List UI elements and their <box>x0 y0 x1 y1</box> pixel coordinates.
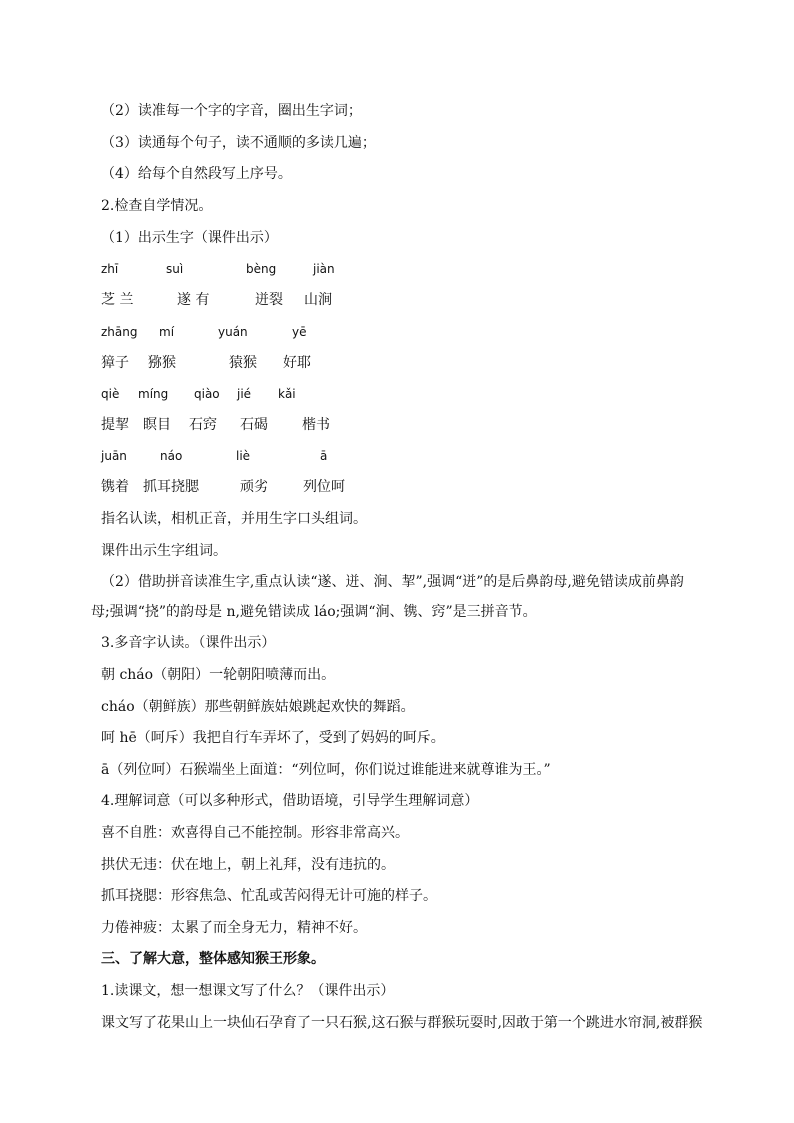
pinyin: jiàn <box>313 262 335 276</box>
text-line: 朝 cháo（朝阳）一轮朝阳喷薄而出。 <box>101 667 336 683</box>
pinyin: kǎi <box>278 387 296 401</box>
pinyin: qiè <box>101 387 120 401</box>
vocab-word: 石碣 <box>240 417 268 433</box>
pinyin: qiào <box>194 387 220 401</box>
vocab-word: 镌着 <box>101 479 129 495</box>
text-line: cháo（朝鲜族）那些朝鲜族姑娘跳起欢快的舞蹈。 <box>101 699 415 715</box>
pinyin: zhī <box>101 262 119 276</box>
pinyin: liè <box>236 449 251 463</box>
pinyin: náo <box>160 449 183 463</box>
text-line: （4）给每个自然段写上序号。 <box>101 166 292 182</box>
vocab-word: 石窍 <box>189 417 217 433</box>
text-line: ā（列位呵）石猴端坐上面道：“列位呵，你们说过谁能进来就尊谁为王。” <box>101 762 551 778</box>
vocab-word: 獐子 <box>101 355 129 371</box>
pinyin: suì <box>166 262 184 276</box>
text-line: 母;强调“挠”的韵母是 n,避免错读成 láo;强调“涧、镌、窍”是三拼音节。 <box>91 604 537 620</box>
text-line: （1）出示生字（课件出示） <box>101 230 278 246</box>
vocab-word: 瞑目 <box>143 417 171 433</box>
text-line: 课文写了花果山上一块仙石孕育了一只石猴,这石猴与群猴玩耍时,因敢于第一个跳进水帘洞,被群猴 <box>101 1015 703 1031</box>
vocab-word: 列位呵 <box>303 479 345 495</box>
text-line: 呵 hē（呵斥）我把自行车弄坏了，受到了妈妈的呵斥。 <box>101 730 445 746</box>
text-line: 拱伏无违：伏在地上，朝上礼拜，没有违抗的。 <box>101 857 395 873</box>
vocab-word: 提挈 <box>101 417 129 433</box>
text-line: （3）读通每个句子，读不通顺的多读几遍； <box>101 135 376 151</box>
vocab-word: 山涧 <box>304 292 332 308</box>
text-line: 4.理解词意（可以多种形式，借助语境，引导学生理解词意） <box>101 793 479 809</box>
text-line: 指名认读，相机正音，并用生字口头组词。 <box>101 511 367 527</box>
pinyin: yuán <box>218 325 248 339</box>
text-line: （2）读准每一个字的字音，圈出生字词； <box>101 103 362 119</box>
vocab-word: 芝 兰 <box>101 292 134 308</box>
vocab-word: 顽劣 <box>240 479 268 495</box>
vocab-word: 遂 有 <box>177 292 210 308</box>
vocab-word: 猕猴 <box>148 355 176 371</box>
text-line: 2.检查自学情况。 <box>101 198 213 214</box>
vocab-word: 猿猴 <box>229 355 257 371</box>
pinyin: míng <box>138 387 169 401</box>
vocab-word: 楷书 <box>302 417 330 433</box>
vocab-word: 迸裂 <box>255 292 283 308</box>
text-line: 抓耳挠腮：形容焦急、忙乱或苦闷得无计可施的样子。 <box>101 888 437 904</box>
pinyin: jié <box>237 387 252 401</box>
pinyin: ā <box>320 449 328 463</box>
pinyin: zhāng <box>101 325 138 339</box>
text-line: 喜不自胜：欢喜得自己不能控制。形容非常高兴。 <box>101 825 409 841</box>
pinyin: juān <box>101 449 127 463</box>
pinyin: mí <box>159 325 175 339</box>
vocab-word: 抓耳挠腮 <box>143 479 199 495</box>
pinyin: bèng <box>246 262 277 276</box>
section-heading: 三、了解大意，整体感知猴王形象。 <box>101 951 325 967</box>
text-line: 力倦神疲：太累了而全身无力，精神不好。 <box>101 920 367 936</box>
vocab-word: 好耶 <box>283 355 311 371</box>
text-line: 3.多音字认读。（课件出示） <box>101 635 276 651</box>
text-line: 课件出示生字组词。 <box>101 543 227 559</box>
text-line: （2）借助拼音读准生字,重点认读“遂、迸、涧、挈”,强调“迸”的是后鼻韵母,避免错读成前鼻韵 <box>101 574 684 590</box>
pinyin: yē <box>292 325 307 339</box>
text-line: 1.读课文，想一想课文写了什么？（课件出示） <box>101 983 395 999</box>
